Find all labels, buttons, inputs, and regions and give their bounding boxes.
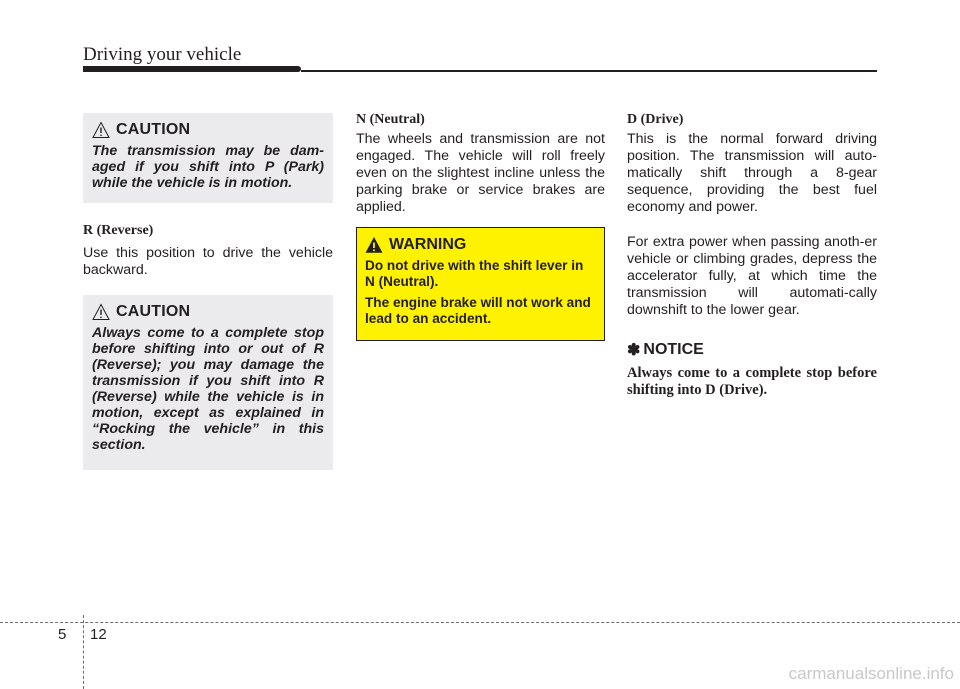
page-header-title: Driving your vehicle [83,44,242,65]
warning-line-engine-brake: The engine brake will not work and lead to an accident. [365,295,591,326]
caution-header [92,121,324,139]
notice-title: NOTICE [643,341,704,358]
page-number: 12 [90,626,107,643]
notice-star-icon: ✽ [627,342,641,359]
caution-text: The transmission may be dam-aged if you shift into P (Park) while the vehicle is in motion. [92,143,324,191]
notice-text: Always come to a complete stop before shifting into D (Drive). [627,365,877,398]
footer-divider [83,615,84,689]
warning-line-neutral: Do not drive with the shift lever in N (Neutral). [365,258,584,289]
drive-text-extra-power: For extra power when passing anoth-er vehicle or climbing grades, depress the accelerator fully, at which time the transmission will automati-cally downshift to the lower gear. [627,234,877,318]
chapter-number: 5 [58,626,67,643]
warning-title: WARNING [389,236,467,253]
warning-text [365,258,596,327]
drive-text-normal: This is the normal forward driving position. The transmission will auto-matically shift through a 8-gear sequence, providing the best fuel economy and power. [627,131,877,215]
neutral-text: The wheels and transmission are not engaged. The vehicle will roll freely even on the slightest incline unless the parking brake or service brakes are applied. [356,131,605,215]
caution-box-reverse [83,295,333,470]
header-rule-thin [301,70,877,72]
caution-title: CAUTION [116,121,191,138]
caution-header [92,303,324,321]
warning-header [365,236,596,254]
notice-heading [627,340,704,360]
reverse-heading: R (Reverse) [83,223,154,238]
header-rule-thick [83,66,301,72]
footer-rule [0,622,960,623]
caution-box-park [83,113,333,203]
caution-title: CAUTION [116,303,191,320]
caution-triangle-icon [92,303,110,321]
reverse-text: Use this position to drive the vehicle backward. [83,245,333,278]
warning-box [356,227,605,341]
watermark: carmanualsonline.info [788,664,954,683]
drive-heading: D (Drive) [627,112,684,127]
warning-triangle-icon [365,236,383,254]
caution-text: Always come to a complete stop before shifting into or out of R (Reverse); you may damage the transmission if you shift into R (Reverse) while the vehicle is in motion, except as explained in “Rocking the vehicle” in this section. [92,325,324,453]
neutral-heading: N (Neutral) [356,112,425,127]
caution-triangle-icon [92,121,110,139]
